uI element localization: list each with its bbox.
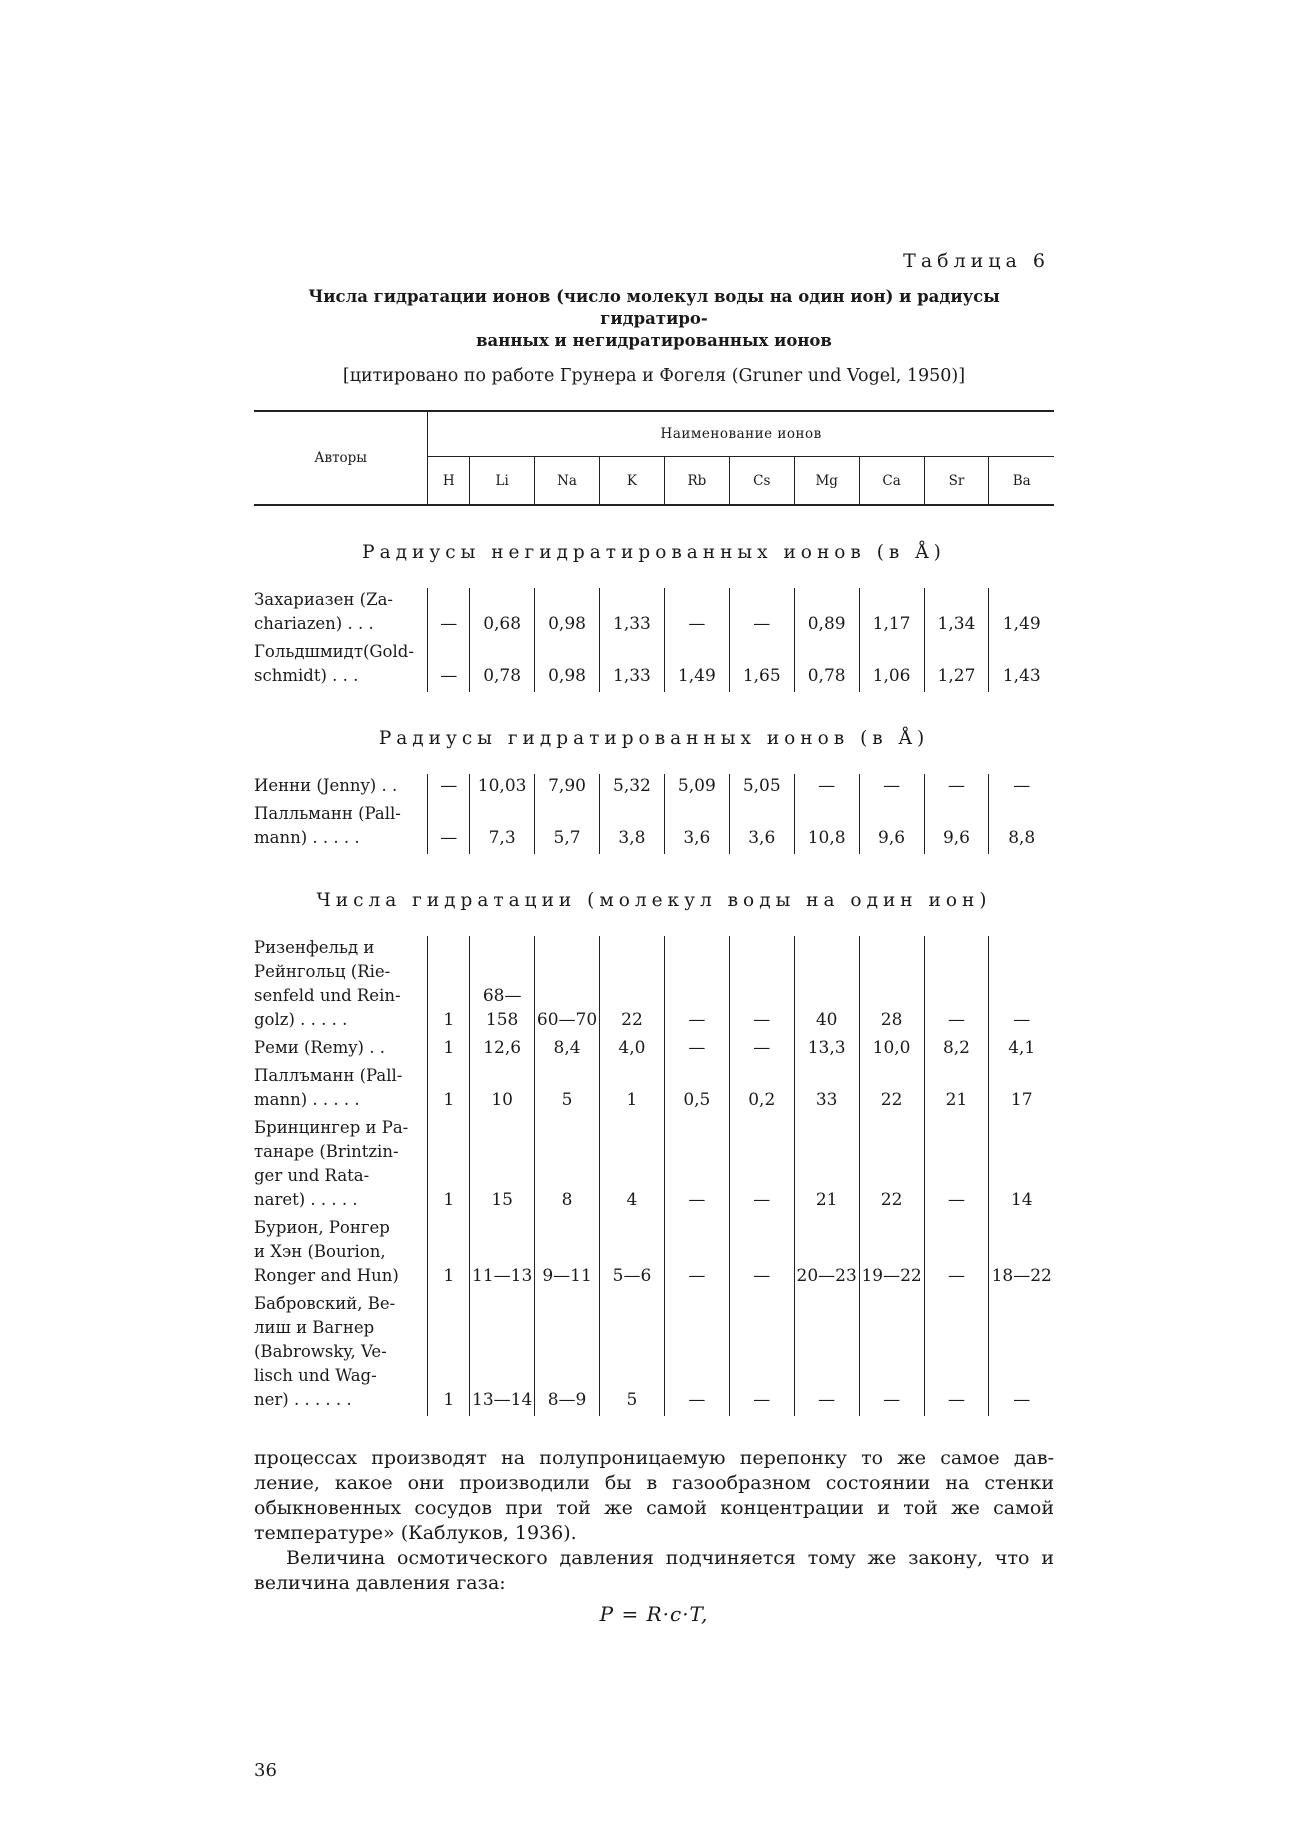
value-cell: 1,49 bbox=[664, 640, 729, 692]
value-cell: 1 bbox=[600, 1064, 665, 1116]
author-line: Бринцингер и Ра- bbox=[254, 1118, 409, 1137]
value-cell: — bbox=[924, 1292, 989, 1416]
header-ion: Ba bbox=[989, 457, 1054, 505]
author-line: chariazen) . . . bbox=[254, 614, 374, 633]
value-cell: 0,68 bbox=[470, 588, 535, 640]
value-cell: 5,09 bbox=[664, 774, 729, 802]
value-cell: 4,0 bbox=[600, 1036, 665, 1064]
value-cell: — bbox=[729, 1216, 794, 1292]
value-cell: 0,78 bbox=[794, 640, 859, 692]
value-cell: 1 bbox=[443, 1038, 455, 1058]
value-cell: 21 bbox=[924, 1064, 989, 1116]
section-title: Числа гидратации (молекул воды на один ион) bbox=[316, 890, 992, 911]
page-number: 36 bbox=[254, 1760, 277, 1781]
value-cell: 4,1 bbox=[989, 1036, 1054, 1064]
body-text bbox=[254, 1446, 1054, 1627]
value-cell: 0,5 bbox=[664, 1064, 729, 1116]
value-cell: — bbox=[729, 1116, 794, 1216]
value-cell: 12,6 bbox=[470, 1036, 535, 1064]
table-row bbox=[254, 1292, 1054, 1416]
section-title: Радиусы негидратированных ионов (в Å) bbox=[362, 542, 946, 563]
value-cell: — bbox=[924, 1216, 989, 1292]
value-cell: — bbox=[729, 936, 794, 1036]
value-cell: 14 bbox=[989, 1116, 1054, 1216]
author-line: senfeld und Rein- bbox=[254, 986, 401, 1005]
value-cell: — bbox=[729, 1292, 794, 1416]
value-cell: 1 bbox=[443, 1390, 455, 1410]
table-source: [цитировано по работе Грунера и Фогеля (Gruner und Vogel, 1950)] bbox=[342, 366, 966, 386]
author-line: и Хэн (Bourion, bbox=[254, 1242, 386, 1261]
table-caption-line-2: ванных и негидратированных ионов bbox=[476, 331, 832, 350]
table-row bbox=[254, 774, 1054, 802]
value-cell: 1,33 bbox=[600, 588, 665, 640]
value-cell: — bbox=[729, 1036, 794, 1064]
value-cell: — bbox=[794, 1292, 859, 1416]
value-cell: 22 bbox=[600, 936, 665, 1036]
value-cell: 3,6 bbox=[664, 802, 729, 854]
value-cell: — bbox=[440, 614, 458, 634]
author-line: lisch und Wag- bbox=[254, 1366, 377, 1385]
value-cell: 17 bbox=[989, 1064, 1054, 1116]
author-line: Паллъманн (Pall- bbox=[254, 1066, 403, 1085]
value-cell: 4 bbox=[600, 1116, 665, 1216]
value-cell: 1,65 bbox=[729, 640, 794, 692]
author-line: mann) . . . . . bbox=[254, 1090, 360, 1109]
value-cell: 9—11 bbox=[535, 1216, 600, 1292]
value-cell: — bbox=[440, 776, 458, 796]
value-cell: 10,0 bbox=[859, 1036, 924, 1064]
table-row bbox=[254, 802, 1054, 854]
author-line: golz) . . . . . bbox=[254, 1010, 348, 1029]
header-ion: Ca bbox=[859, 457, 924, 505]
value-cell: 1,34 bbox=[924, 588, 989, 640]
value-cell: 1 bbox=[443, 1010, 455, 1030]
author-line: mann) . . . . . bbox=[254, 828, 360, 847]
table-row bbox=[254, 588, 1054, 640]
author-cell bbox=[254, 1036, 428, 1064]
value-cell: 28 bbox=[859, 936, 924, 1036]
table-row bbox=[254, 936, 1054, 1036]
value-cell: 5,32 bbox=[600, 774, 665, 802]
value-cell: — bbox=[989, 936, 1054, 1036]
author-cell bbox=[254, 1064, 428, 1116]
value-cell: 5 bbox=[535, 1064, 600, 1116]
page-content bbox=[254, 250, 1054, 1627]
value-cell: 1 bbox=[443, 1190, 455, 1210]
author-cell bbox=[254, 774, 428, 802]
header-ion: H bbox=[428, 457, 470, 505]
paragraph: процессах производят на полупроницаемую перепонку то же самое дав-ление, какое они производили бы в газообразном состоянии на стенки обыкновенных сосудов при той же самой концентрации и той же самой температуре» (Каблуков, 1936). bbox=[254, 1447, 1054, 1544]
paragraph: Величина осмотического давления подчиняется тому же закону, что и величина давления газа: bbox=[254, 1547, 1054, 1594]
value-cell: 9,6 bbox=[859, 802, 924, 854]
value-cell: 8—9 bbox=[535, 1292, 600, 1416]
author-line: Ризенфельд и bbox=[254, 938, 375, 957]
value-cell: 1,17 bbox=[859, 588, 924, 640]
value-cell: — bbox=[664, 1036, 729, 1064]
hydration-table bbox=[254, 410, 1054, 1416]
value-cell: 5—6 bbox=[600, 1216, 665, 1292]
header-ion: Sr bbox=[924, 457, 989, 505]
author-cell bbox=[254, 640, 428, 692]
author-line: Захариазен (Za- bbox=[254, 590, 393, 609]
author-line: лиш и Вагнер bbox=[254, 1318, 375, 1337]
author-cell bbox=[254, 802, 428, 854]
value-cell: 11—13 bbox=[470, 1216, 535, 1292]
value-cell: — bbox=[924, 774, 989, 802]
author-line: (Babrowsky, Ve- bbox=[254, 1342, 387, 1361]
table-body bbox=[254, 505, 1054, 1416]
value-cell: 10,03 bbox=[470, 774, 535, 802]
section-title: Радиусы гидратированных ионов (в Å) bbox=[378, 728, 930, 749]
value-cell: 0,98 bbox=[535, 588, 600, 640]
header-ion: Na bbox=[535, 457, 600, 505]
value-cell: 1 bbox=[443, 1266, 455, 1286]
table-label: Таблица 6 bbox=[903, 250, 1050, 272]
header-ion: Li bbox=[470, 457, 535, 505]
value-cell: 19—22 bbox=[859, 1216, 924, 1292]
value-cell: 22 bbox=[859, 1116, 924, 1216]
author-line: Иенни (Jenny) . . bbox=[254, 776, 398, 795]
value-cell: 33 bbox=[794, 1064, 859, 1116]
value-cell: 68—158 bbox=[470, 936, 535, 1036]
value-cell: 1,33 bbox=[600, 640, 665, 692]
value-cell: 5 bbox=[600, 1292, 665, 1416]
value-cell: 3,6 bbox=[729, 802, 794, 854]
table-row bbox=[254, 640, 1054, 692]
value-cell: — bbox=[989, 774, 1054, 802]
value-cell: — bbox=[664, 588, 729, 640]
value-cell: 21 bbox=[794, 1116, 859, 1216]
value-cell: 8,2 bbox=[924, 1036, 989, 1064]
value-cell: 0,89 bbox=[794, 588, 859, 640]
author-cell bbox=[254, 1292, 428, 1416]
value-cell: — bbox=[664, 1116, 729, 1216]
value-cell: 10 bbox=[470, 1064, 535, 1116]
value-cell: 13—14 bbox=[470, 1292, 535, 1416]
value-cell: — bbox=[664, 1216, 729, 1292]
value-cell: 1,43 bbox=[989, 640, 1054, 692]
value-cell: — bbox=[664, 1292, 729, 1416]
table-caption-line-1: Числа гидратации ионов (число молекул воды на один ион) и радиусы гидратиро- bbox=[308, 287, 1000, 328]
header-ion: Rb bbox=[664, 457, 729, 505]
value-cell: 9,6 bbox=[924, 802, 989, 854]
value-cell: 3,8 bbox=[600, 802, 665, 854]
value-cell: — bbox=[794, 774, 859, 802]
value-cell: — bbox=[440, 828, 458, 848]
value-cell: 1,06 bbox=[859, 640, 924, 692]
author-line: naret) . . . . . bbox=[254, 1190, 358, 1209]
author-cell bbox=[254, 588, 428, 640]
value-cell: — bbox=[924, 936, 989, 1036]
value-cell: 10,8 bbox=[794, 802, 859, 854]
value-cell: 1,27 bbox=[924, 640, 989, 692]
value-cell: 5,7 bbox=[535, 802, 600, 854]
value-cell: 1,49 bbox=[989, 588, 1054, 640]
author-line: Палльманн (Pall- bbox=[254, 804, 401, 823]
table-header bbox=[254, 411, 1054, 505]
author-line: Ronger and Hun) bbox=[254, 1266, 399, 1285]
value-cell: 60—70 bbox=[535, 936, 600, 1036]
table-row bbox=[254, 1036, 1054, 1064]
value-cell: 40 bbox=[794, 936, 859, 1036]
header-ion: Cs bbox=[729, 457, 794, 505]
author-line: ner) . . . . . . bbox=[254, 1390, 352, 1409]
value-cell: 7,3 bbox=[470, 802, 535, 854]
author-line: Бабровский, Ве- bbox=[254, 1294, 396, 1313]
header-ion: Mg bbox=[794, 457, 859, 505]
author-line: Рейнгольц (Rie- bbox=[254, 962, 391, 981]
table-row bbox=[254, 1064, 1054, 1116]
value-cell: 1 bbox=[443, 1090, 455, 1110]
value-cell: — bbox=[729, 588, 794, 640]
value-cell: 8,4 bbox=[535, 1036, 600, 1064]
author-line: Гольдшмидт(Gold- bbox=[254, 642, 414, 661]
author-line: танаре (Brintzin- bbox=[254, 1142, 399, 1161]
value-cell: 7,90 bbox=[535, 774, 600, 802]
value-cell: 0,78 bbox=[470, 640, 535, 692]
value-cell: 20—23 bbox=[794, 1216, 859, 1292]
value-cell: 5,05 bbox=[729, 774, 794, 802]
header-ion: K bbox=[600, 457, 665, 505]
value-cell: 22 bbox=[859, 1064, 924, 1116]
value-cell: 0,2 bbox=[729, 1064, 794, 1116]
value-cell: — bbox=[859, 774, 924, 802]
formula: P = R·c·T, bbox=[599, 1602, 709, 1626]
table-row bbox=[254, 1216, 1054, 1292]
value-cell: 8 bbox=[535, 1116, 600, 1216]
author-line: Реми (Remy) . . bbox=[254, 1038, 385, 1057]
author-line: schmidt) . . . bbox=[254, 666, 359, 685]
section-title-row bbox=[254, 692, 1054, 774]
author-cell bbox=[254, 1116, 428, 1216]
value-cell: 15 bbox=[470, 1116, 535, 1216]
author-line: Бурион, Ронгер bbox=[254, 1218, 390, 1237]
header-ions-group: Наименование ионов bbox=[428, 411, 1054, 457]
value-cell: 8,8 bbox=[989, 802, 1054, 854]
section-title-row bbox=[254, 505, 1054, 588]
value-cell: 13,3 bbox=[794, 1036, 859, 1064]
author-cell bbox=[254, 1216, 428, 1292]
author-line: ger und Rata- bbox=[254, 1166, 370, 1185]
header-authors: Авторы bbox=[254, 411, 428, 505]
author-cell bbox=[254, 936, 428, 1036]
value-cell: — bbox=[664, 936, 729, 1036]
value-cell: — bbox=[989, 1292, 1054, 1416]
value-cell: — bbox=[859, 1292, 924, 1416]
value-cell: 0,98 bbox=[535, 640, 600, 692]
section-title-row bbox=[254, 854, 1054, 936]
table-row bbox=[254, 1116, 1054, 1216]
value-cell: 18—22 bbox=[989, 1216, 1054, 1292]
value-cell: — bbox=[440, 666, 458, 686]
value-cell: — bbox=[924, 1116, 989, 1216]
